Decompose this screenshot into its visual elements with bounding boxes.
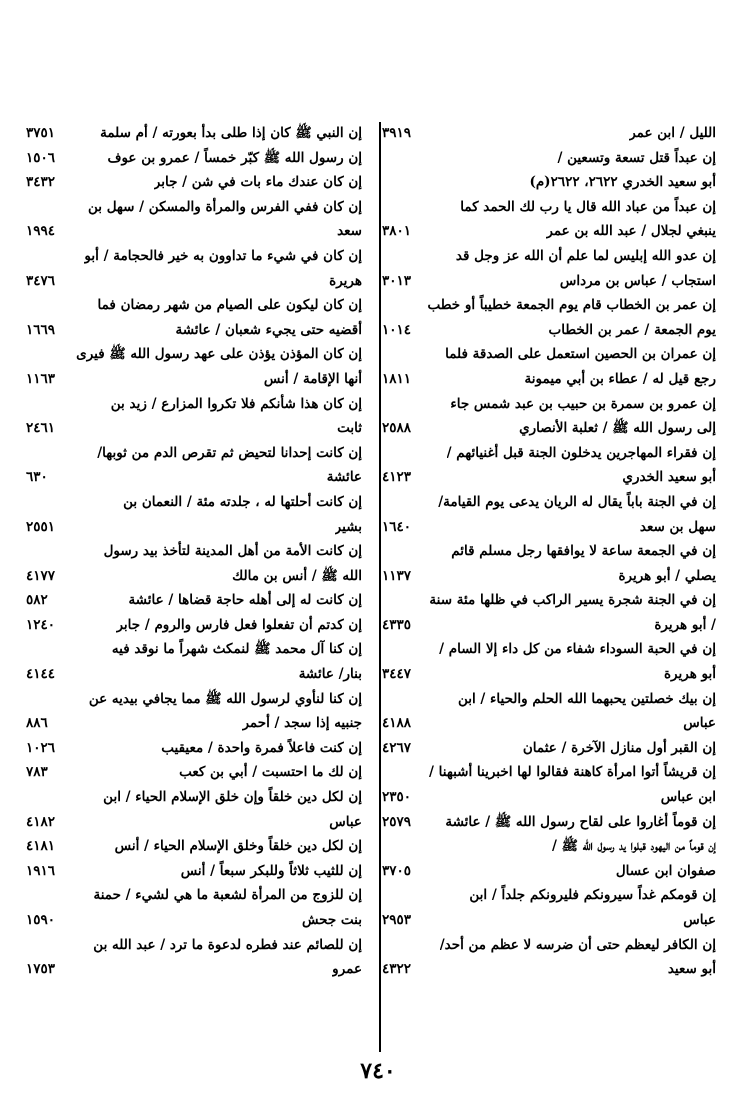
index-entry-line	[380, 613, 716, 638]
entry-text: إن للزوج من المرأة لشعبة ما هي لشيء / حمنة	[93, 887, 362, 904]
entry-text: أبو سعيد الخدري	[622, 469, 716, 486]
index-entry-line	[380, 342, 716, 367]
entry-text: إن كدتم أن تفعلوا فعل فارس والروم / جابر	[116, 616, 362, 633]
index-entry-line	[24, 318, 362, 343]
hadith-number: ٤١٨٢	[26, 813, 56, 830]
entry-text: إن قريشاً أتوا امرأة كاهنة فقالوا لها اخبرينا أشبهنا /	[429, 764, 716, 781]
entry-text: عباس	[329, 813, 362, 830]
index-entry-line	[380, 908, 716, 933]
hadith-number: ٤١٨١	[26, 838, 56, 855]
hadith-number: ٣٤٧٦	[26, 272, 56, 289]
hadith-number: ٢٥٥١	[26, 518, 56, 535]
index-entry-line	[24, 490, 362, 515]
entry-text: إن كان ليكون على الصيام من شهر رمضان فما	[97, 297, 362, 314]
entry-text: إن عبداً قتل تسعة وتسعين /	[557, 149, 716, 166]
index-entry-line	[380, 121, 716, 146]
index-entry-line	[380, 859, 716, 884]
hadith-number: ٣٠١٣	[382, 272, 412, 289]
hadith-number: ٧٨٣	[26, 764, 48, 781]
hadith-number: ٣٤٣٢	[26, 174, 56, 191]
index-entry-line	[380, 318, 716, 343]
hadith-number: ١٦٦٩	[26, 321, 56, 338]
entry-text: إن لكل دين خلقاً وخلق الإسلام الحياء / أنس	[114, 838, 362, 855]
entry-text: يصلي / أبو هريرة	[618, 567, 716, 584]
entry-text: إن لكل دين خلقاً وإن خلق الإسلام الحياء / ابن	[103, 789, 362, 806]
hadith-number: ١٩٩٤	[26, 223, 56, 240]
entry-text: عباس	[683, 912, 716, 928]
entry-text: عباس	[683, 715, 716, 732]
index-entry-line	[24, 662, 362, 687]
index-entry-line	[24, 515, 362, 540]
index-entry-line	[380, 539, 716, 564]
hadith-number: ٨٨٦	[26, 715, 48, 732]
index-entry-line	[24, 859, 362, 884]
index-entry-line	[24, 244, 362, 269]
index-entry-line	[24, 367, 362, 392]
entry-text: إن رسول الله ﷺ كبّر خمساً / عمرو بن عوف	[107, 149, 362, 166]
index-entry-line	[24, 883, 362, 908]
index-entry-line	[380, 957, 716, 982]
entry-text: عمرو	[332, 961, 362, 978]
hadith-number: ٤٣٣٥	[382, 616, 412, 633]
index-entry-line	[380, 441, 716, 466]
index-entry-line	[24, 711, 362, 736]
hadith-number: ٤١٨٨	[382, 715, 412, 732]
index-entry-line	[24, 933, 362, 958]
entry-text: إن لك ما احتسبت / أبي بن كعب	[179, 764, 362, 781]
index-entry-line	[24, 564, 362, 589]
hadith-number: ٥٨٢	[26, 592, 48, 609]
hadith-number: ٣٧٥١	[26, 125, 56, 141]
entry-text: إن كانت له إلى أهله حاجة قضاها / عائشة	[128, 592, 362, 609]
entry-text: أقضيه حتى يجيء شعبان / عائشة	[175, 321, 362, 338]
index-entry-line	[24, 121, 362, 146]
hadith-number: ٤٣٢٢	[382, 961, 412, 978]
hadith-number: ٢٩٥٣	[382, 912, 412, 928]
entry-text: إلى رسول الله ﷺ / ثعلبة الأنصاري	[519, 420, 716, 437]
index-entry-line	[24, 785, 362, 810]
index-entry-line	[24, 416, 362, 441]
entry-text: يوم الجمعة / عمر بن الخطاب	[548, 321, 716, 338]
index-entry-line	[380, 883, 716, 908]
entry-text: / أبو هريرة	[654, 616, 716, 633]
index-entry-line	[380, 933, 716, 958]
index-entry-line	[24, 146, 362, 171]
index-entry-line	[24, 392, 362, 417]
page-number: ٧٤٠	[360, 1058, 396, 1084]
index-entry-line	[380, 170, 716, 195]
entry-text: إن النبي ﷺ كان إذا طلى بدأ بعورته / أم سلمة	[100, 125, 362, 141]
entry-text: إن في الجمعة ساعة لا يوافقها رجل مسلم قائم	[451, 543, 716, 560]
entry-text: سهل بن سعد	[639, 518, 716, 535]
entry-text: إن كان عندك ماء بات في شن / جابر	[153, 174, 362, 191]
hadith-number: ١١٣٧	[382, 567, 412, 584]
entry-text: أبو هريرة	[663, 666, 716, 683]
entry-text: عائشة	[326, 469, 362, 486]
entry-text: إن قوماً أغاروا على لقاح رسول الله ﷺ / عائشة	[445, 813, 716, 830]
entry-text: استجاب / عباس بن مرداس	[559, 272, 716, 289]
entry-text: إن الكافر ليعظم حتى أن ضرسه لا عظم من أحد/	[439, 936, 716, 953]
entry-text: الله ﷺ / أنس بن مالك	[232, 567, 362, 584]
hadith-number: ٣٧٠٥	[382, 862, 412, 879]
hadith-number: ١٥٠٦	[26, 149, 56, 166]
index-entry-line	[380, 146, 716, 171]
index-entry-line	[380, 687, 716, 712]
index-entry-line	[24, 613, 362, 638]
entry-text: إن كان في شيء ما تداوون به خير فالحجامة / أبو	[84, 247, 362, 264]
index-entry-line	[380, 588, 716, 613]
hadith-number: ٤١٤٤	[26, 666, 56, 683]
index-entry-line	[24, 637, 362, 662]
entry-text: إن كانت أحلتها له ، جلدته مئة / النعمان بن	[123, 493, 362, 510]
index-entry-line	[24, 957, 362, 982]
entry-text: جنبيه إذا سجد / أحمر	[242, 715, 362, 732]
index-entry-line	[380, 736, 716, 761]
entry-text: إن كانت إحدانا لتحيض ثم تقرص الدم من ثوبها/	[97, 444, 362, 461]
index-entry-line	[380, 711, 716, 736]
entry-text: بشير	[334, 518, 362, 535]
entry-text: إن للثيب ثلاثاً وللبكر سبعاً / أنس	[180, 862, 362, 879]
entry-text: سعد	[337, 223, 362, 240]
entry-text: ينبغي لجلال / عبد الله بن عمر	[546, 223, 716, 240]
index-entry-line	[24, 908, 362, 933]
index-entry-line	[380, 834, 716, 859]
index-entry-line	[24, 441, 362, 466]
hadith-number: ١٦٤٠	[382, 518, 412, 535]
entry-text: إن فقراء المهاجرين يدخلون الجنة قبل أغنيائهم /	[446, 444, 716, 461]
index-entry-line	[24, 810, 362, 835]
index-entry-line	[380, 637, 716, 662]
entry-text: إن كان المؤذن يؤذن على عهد رسول الله ﷺ فيرى	[76, 346, 362, 363]
hadith-number: ٢٣٥٠	[382, 789, 412, 806]
index-entry-line	[380, 244, 716, 269]
index-entry-line	[380, 293, 716, 318]
entry-text: إن كان هذا شأنكم فلا تكروا المزارع / زيد بن	[110, 395, 362, 412]
index-entry-line	[380, 195, 716, 220]
index-entry-line	[24, 687, 362, 712]
index-entry-line	[24, 834, 362, 859]
hadith-number: ٦٣٠	[26, 469, 48, 486]
hadith-number: ٢٤٦١	[26, 420, 56, 437]
entry-text: إن كانت الأمة من أهل المدينة لتأخذ بيد رسول	[103, 543, 362, 560]
hadith-number: ١٥٩٠	[26, 912, 56, 928]
index-entry-line	[24, 195, 362, 220]
index-entry-line	[380, 465, 716, 490]
index-entry-line	[24, 269, 362, 294]
index-entry-line	[24, 588, 362, 613]
hadith-number: ٣٩١٩	[382, 125, 412, 141]
entry-text: بنار/ عائشة	[298, 666, 362, 683]
index-entry-line	[380, 490, 716, 515]
index-entry-line	[24, 293, 362, 318]
entry-text: صفوان ابن عسال	[615, 862, 716, 879]
entry-text: إن عدو الله إبليس لما علم أن الله عز وجل قد	[455, 247, 716, 264]
index-entry-line	[24, 342, 362, 367]
hadith-number: ١٩١٦	[26, 862, 56, 879]
hadith-number: ٣٤٤٧	[382, 666, 412, 683]
hadith-number: ٣٨٠١	[382, 223, 412, 240]
entry-text: هريرة	[329, 272, 362, 289]
column-divider	[379, 122, 381, 1052]
index-entry-line	[24, 170, 362, 195]
entry-text: أنها الإقامة / أنس	[263, 370, 362, 387]
index-entry-line	[380, 564, 716, 589]
hadith-number: ٤١٢٣	[382, 469, 412, 486]
entry-text: إن في الجنة باباً يقال له الريان يدعى يوم القيامة/	[438, 493, 716, 510]
index-column-right	[380, 121, 716, 982]
hadith-number: ٢٥٧٩	[382, 813, 412, 830]
index-entry-line	[24, 736, 362, 761]
index-entry-line	[24, 760, 362, 785]
entry-text: إن بيك خصلتين يحبهما الله الحلم والحياء / ابن	[457, 690, 716, 707]
entry-text: بنت جحش	[301, 912, 362, 928]
entry-text: إن عبداً من عباد الله قال يا رب لك الحمد كما	[460, 198, 716, 215]
entry-text: الليل / ابن عمر	[629, 125, 716, 141]
entry-text: أبو سعيد	[667, 961, 716, 978]
hadith-number: ١٨١١	[382, 370, 412, 387]
entry-text: إن كنا لنأوي لرسول الله ﷺ مما يجافي بيديه عن	[88, 690, 362, 707]
hadith-number: ٤١٧٧	[26, 567, 56, 584]
entry-text: إن للصائم عند فطره لدعوة ما ترد / عبد الله بن	[93, 936, 362, 953]
index-entry-line	[24, 465, 362, 490]
entry-text: إن قومكم غداً سيرونكم فليرونكم جلداً / ابن	[469, 887, 716, 904]
entry-text: أبو سعيد الخدري ٢٦٢٢، ٢٦٢٢(م)	[529, 174, 716, 191]
hadith-number: ١٢٤٠	[26, 616, 56, 633]
index-entry-line	[380, 515, 716, 540]
index-entry-line	[380, 416, 716, 441]
entry-text: إن القبر أول منازل الآخرة / عثمان	[522, 739, 716, 756]
entry-text: إن عمر بن الخطاب قام يوم الجمعة خطيباً أو خطب	[427, 297, 716, 314]
hadith-number: ١١٦٣	[26, 370, 56, 387]
index-entry-line	[380, 810, 716, 835]
entry-text: إن قوماً من اليهود قبلوا يد رسول الله ﷺ /	[552, 838, 716, 855]
index-entry-line	[380, 760, 716, 785]
index-entry-line	[380, 785, 716, 810]
entry-text: إن عمران بن الحصين استعمل على الصدقة فلما	[445, 346, 716, 363]
index-entry-line	[380, 367, 716, 392]
entry-text: ابن عباس	[660, 789, 716, 806]
entry-text: ثابت	[337, 420, 362, 437]
index-entry-line	[380, 392, 716, 417]
hadith-number: ١٠١٤	[382, 321, 412, 338]
entry-text: إن عمرو بن سمرة بن حبيب بن عبد شمس جاء	[450, 395, 716, 412]
entry-text: رجع قيل له / عطاء بن أبي ميمونة	[524, 370, 716, 387]
index-entry-line	[380, 269, 716, 294]
hadith-number: ٢٥٨٨	[382, 420, 412, 437]
entry-text: إن كنت فاعلاً فمرة واحدة / معيقيب	[161, 739, 362, 756]
entry-text: إن في الحبة السوداء شفاء من كل داء إلا السام /	[439, 641, 716, 658]
hadith-number: ٤٢٦٧	[382, 739, 412, 756]
index-entry-line	[24, 539, 362, 564]
index-entry-line	[380, 219, 716, 244]
index-column-left	[24, 121, 362, 982]
entry-text: إن كان ففي الفرس والمرأة والمسكن / سهل بن	[87, 198, 362, 215]
hadith-number: ١٠٢٦	[26, 739, 56, 756]
entry-text: إن في الجنة شجرة يسير الراكب في ظلها مئة سنة	[429, 592, 716, 609]
index-entry-line	[24, 219, 362, 244]
hadith-number: ١٧٥٣	[26, 961, 56, 978]
entry-text: إن كنا آل محمد ﷺ لنمكث شهراً ما نوقد فيه	[111, 641, 362, 658]
index-entry-line	[380, 662, 716, 687]
